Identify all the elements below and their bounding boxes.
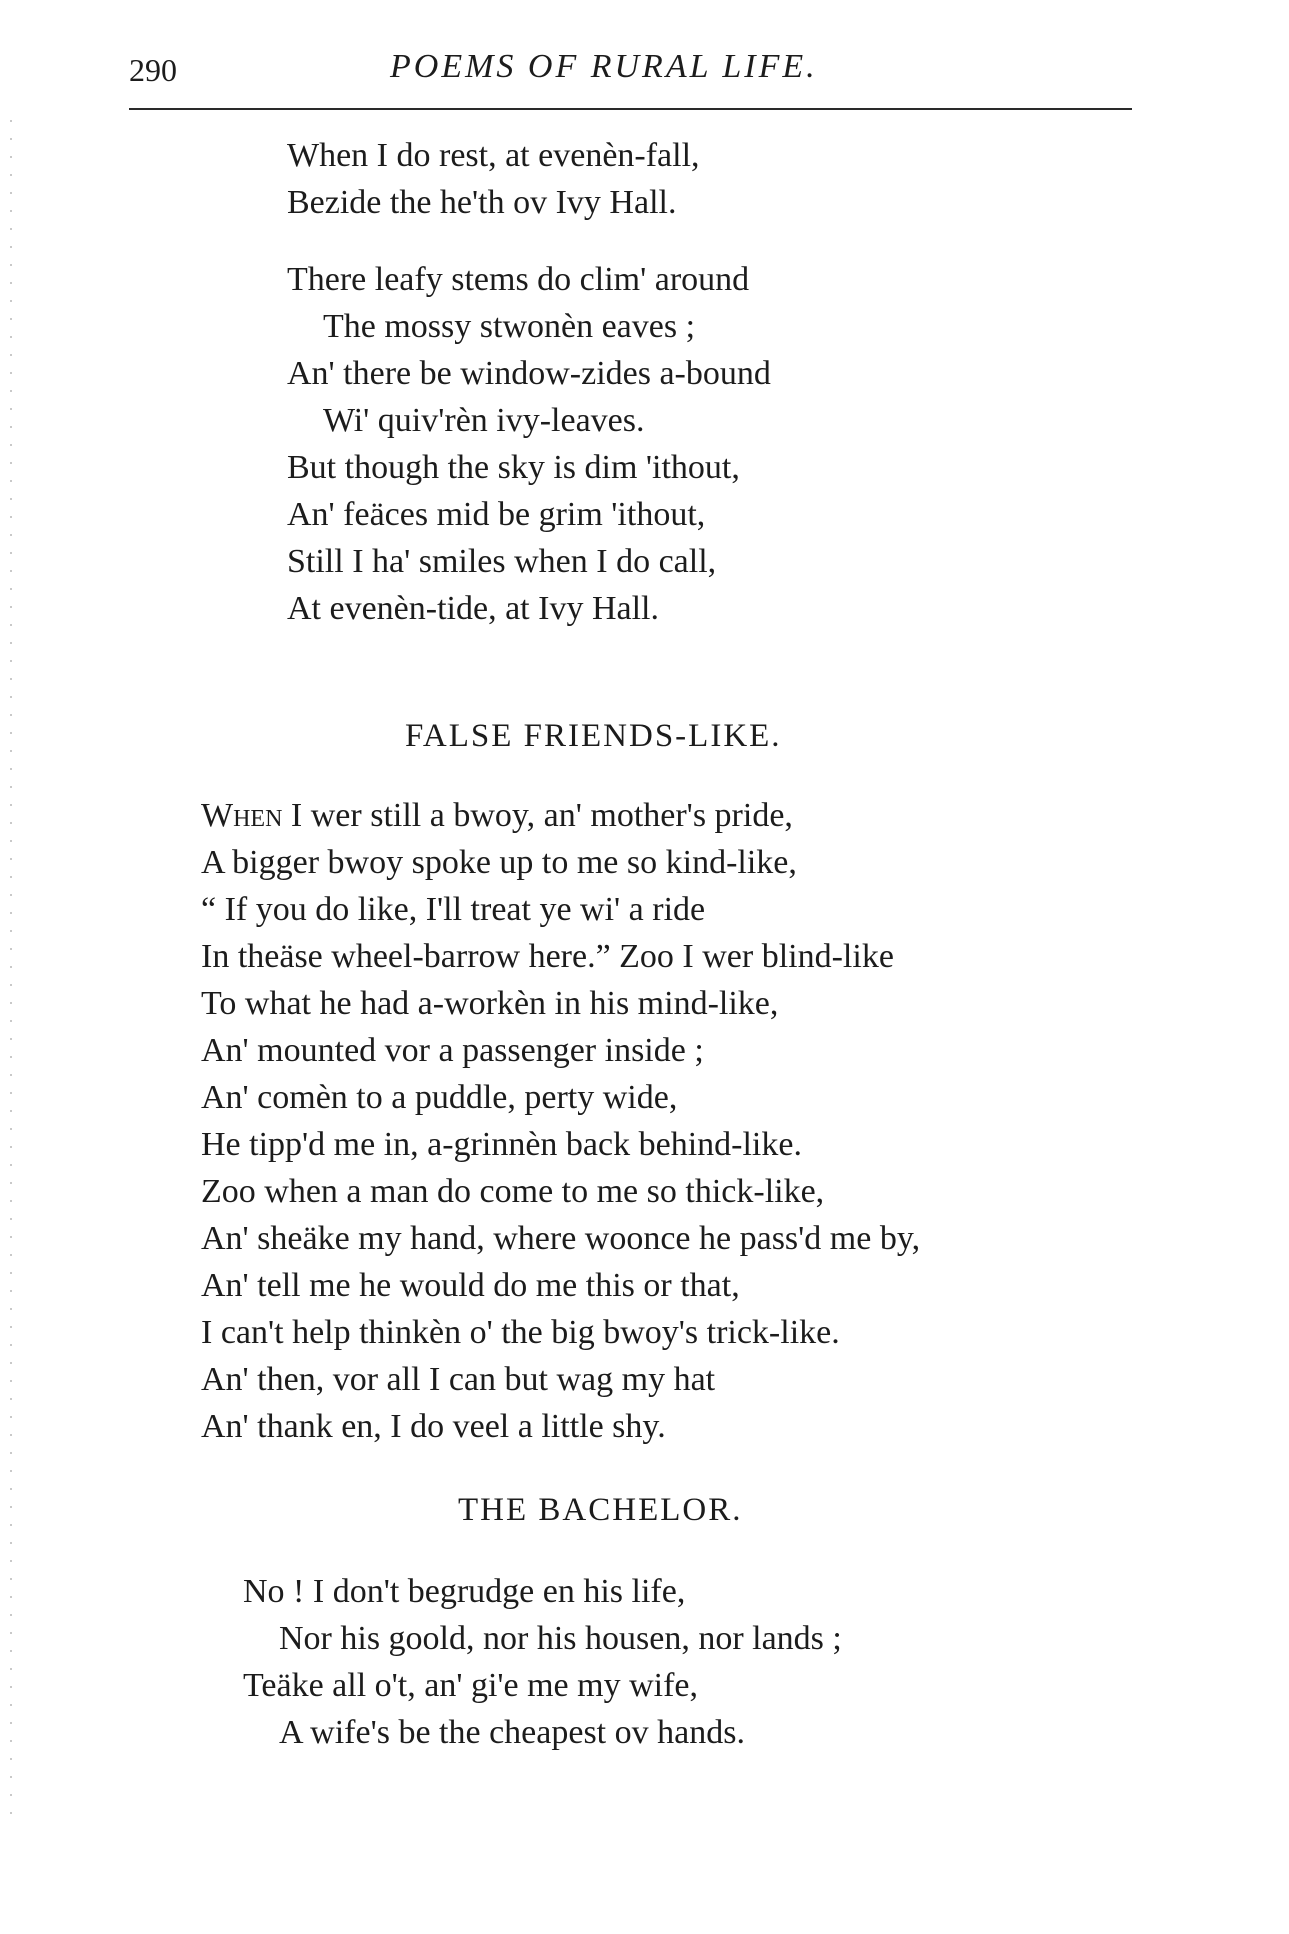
ivy-hall-stanza-1: [287, 132, 700, 226]
ivy-hall-stanza-2: [287, 256, 771, 632]
poem-line: Teäke all o't, an' gi'e me my wife,: [243, 1667, 698, 1704]
poem-line: An' there be window-zides a-bound: [287, 355, 771, 392]
false-friends-body: [201, 792, 920, 1450]
poem-line: A wife's be the cheapest ov hands.: [279, 1714, 745, 1751]
poem-title-bachelor: THE BACHELOR.: [458, 1492, 743, 1528]
poem-line: Wi' quiv'rèn ivy-leaves.: [323, 402, 645, 439]
poem-title-false-friends: FALSE FRIENDS-LIKE.: [405, 718, 782, 754]
poem-line: An' comèn to a puddle, perty wide,: [201, 1079, 678, 1116]
poem-line: In theäse wheel-barrow here.” Zoo I wer blind-like: [201, 938, 894, 975]
running-title: POEMS OF RURAL LIFE.: [390, 48, 818, 85]
poem-line: He tipp'd me in, a-grinnèn back behind-like.: [201, 1126, 802, 1163]
poem-line: An' mounted vor a passenger inside ;: [201, 1032, 704, 1069]
poem-line: A bigger bwoy spoke up to me so kind-like,: [201, 844, 797, 881]
header-rule: [129, 108, 1132, 110]
first-line-rest: I wer still a bwoy, an' mother's pride,: [282, 797, 793, 834]
poem-line: An' tell me he would do me this or that,: [201, 1267, 740, 1304]
poem-line: An' feäces mid be grim 'ithout,: [287, 496, 706, 533]
poem-line: At evenèn-tide, at Ivy Hall.: [287, 590, 659, 627]
poem-line: “ If you do like, I'll treat ye wi' a ride: [201, 891, 706, 928]
poem-line-first: [201, 792, 920, 839]
poem-line: Still I ha' smiles when I do call,: [287, 543, 717, 580]
poem-line: Zoo when a man do come to me so thick-like,: [201, 1173, 825, 1210]
drop-word: When: [201, 797, 283, 834]
scan-margin-speckle: [10, 120, 12, 1820]
poem-line: Nor his goold, nor his housen, nor lands ;: [279, 1620, 842, 1657]
bachelor-stanza-1: [243, 1568, 842, 1756]
poem-line: To what he had a-workèn in his mind-like,: [201, 985, 779, 1022]
poem-line: There leafy stems do clim' around: [287, 261, 750, 298]
poem-line: I can't help thinkèn o' the big bwoy's trick-like.: [201, 1314, 840, 1351]
poem-line: The mossy stwonèn eaves ;: [323, 308, 696, 345]
poem-line: But though the sky is dim 'ithout,: [287, 449, 740, 486]
poem-line: An' thank en, I do veel a little shy.: [201, 1408, 666, 1445]
poem-line: An' then, vor all I can but wag my hat: [201, 1361, 716, 1398]
poem-line: Bezide the he'th ov Ivy Hall.: [287, 184, 677, 221]
running-head: [0, 48, 1289, 98]
poem-line: An' sheäke my hand, where woonce he pass'd me by,: [201, 1220, 921, 1257]
poem-line: When I do rest, at evenèn-fall,: [287, 137, 700, 174]
page-number: 290: [129, 52, 177, 88]
poem-line: No ! I don't begrudge en his life,: [243, 1573, 686, 1610]
